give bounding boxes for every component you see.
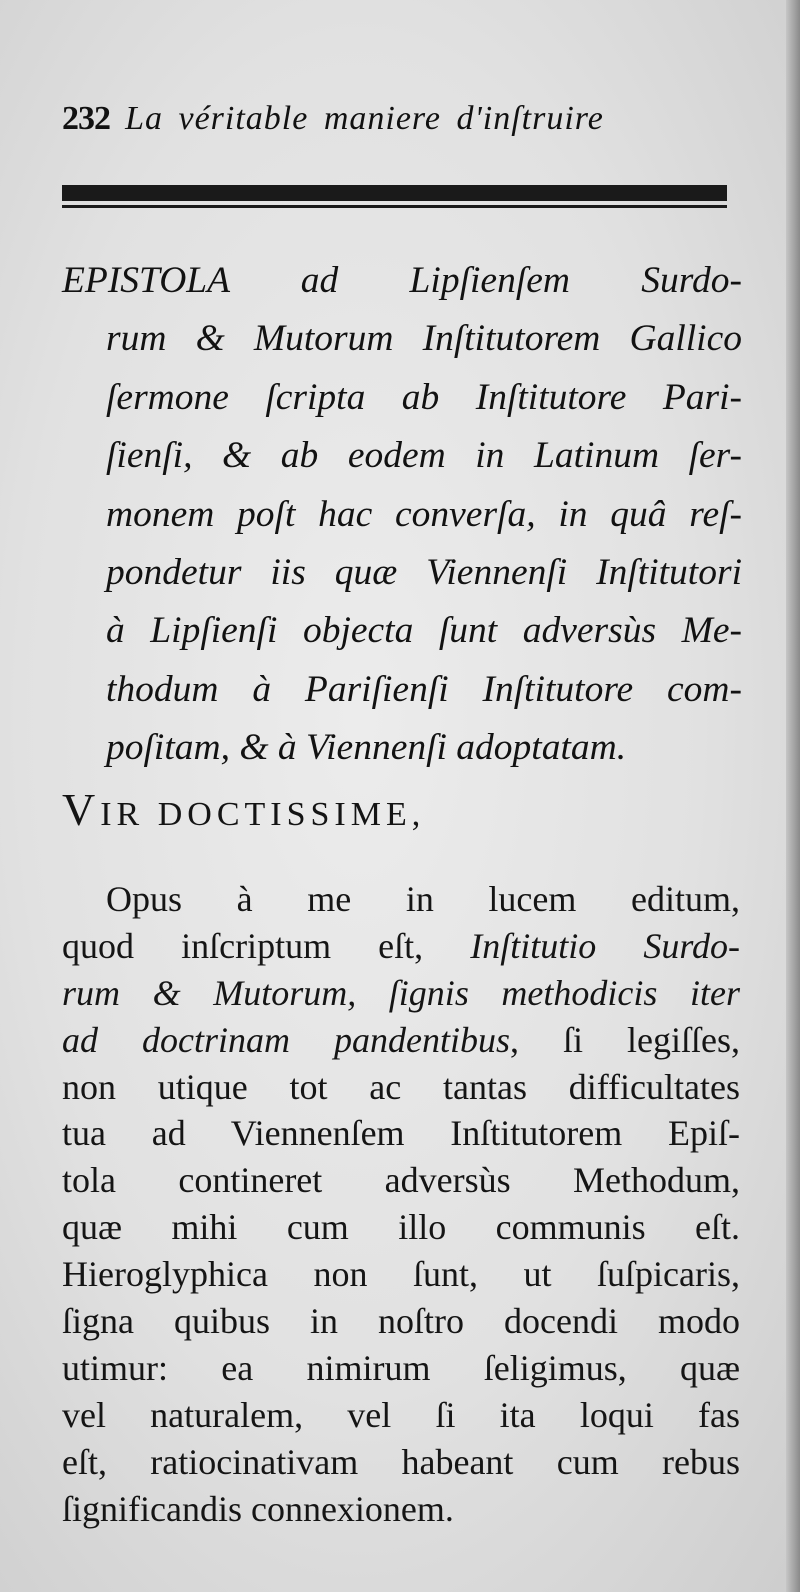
body-line (62, 1439, 740, 1486)
body-text-segment: Hieroglyphica non ſunt, ut ſuſpicaris, (62, 1254, 740, 1295)
body-line (62, 1157, 740, 1204)
epistola-line: thodum à Pariſienſi Inſtitutore com- (106, 668, 742, 710)
body-line (62, 923, 740, 970)
body-line (62, 1064, 740, 1111)
body-text-segment: quod inſcriptum eſt, (62, 925, 471, 966)
body-line (62, 1298, 740, 1345)
body-text-segment: tua ad Viennenſem Inſtitutorem Epiſ- (62, 1113, 740, 1154)
header-rule-thin (62, 205, 727, 208)
body-text-segment: utimur: ea nimirum ſeligimus, quæ (62, 1347, 740, 1388)
body-italic-text: rum & Mutorum, ſignis methodicis iter (62, 972, 740, 1013)
salutation-text: IR DOCTISSIME, (100, 796, 426, 833)
body-line (62, 1017, 740, 1064)
body-line (62, 1345, 740, 1392)
header-rule-thick (62, 185, 727, 201)
body-line (62, 1251, 740, 1298)
epistola-heading (62, 252, 742, 778)
salutation-initial: V (62, 784, 101, 835)
body-text-segment: eſt, ratiocinativam habeant cum rebus (62, 1441, 740, 1482)
body-line (62, 1486, 740, 1533)
page-number: 232 (62, 100, 110, 137)
body-italic-text: Inſtitutio Surdo- (470, 925, 740, 966)
epistola-line: rum & Mutorum Inſtitutorem Gallico (106, 318, 742, 360)
epistola-line: EPISTOLA ad Lipſienſem Surdo- (62, 260, 742, 301)
epistola-line: monem poſt hac converſa, in quâ reſ- (106, 493, 742, 535)
body-italic-text: ad doctrinam pandentibus (62, 1019, 510, 1060)
body-text-segment: quæ mihi cum illo communis eſt. (62, 1207, 740, 1248)
body-text-segment: ſignificandis connexionem. (62, 1488, 454, 1529)
page-gutter-shadow (786, 0, 800, 1592)
header-rule (62, 185, 727, 209)
body-line (62, 970, 740, 1017)
body-text-segment: tola contineret adversùs Methodum, (62, 1160, 740, 1201)
body-text-segment: non utique tot ac tantas difficultates (62, 1066, 740, 1107)
letter-body (62, 876, 740, 1532)
epistola-line: ſermone ſcripta ab Inſtitutore Pari- (106, 376, 742, 418)
epistola-line: poſitam, & à Viennenſi adoptatam. (106, 727, 627, 769)
body-line (62, 1392, 740, 1439)
body-text-segment: ſigna quibus in noſtro docendi modo (62, 1301, 740, 1342)
epistola-line: ſienſi, & ab eodem in Latinum ſer- (106, 435, 742, 477)
body-text-segment: Opus à me in lucem editum, (106, 879, 740, 919)
body-line (62, 1110, 740, 1157)
salutation (62, 783, 742, 836)
body-text-segment: vel naturalem, vel ſi ita loqui fas (62, 1394, 740, 1435)
body-line (62, 1204, 740, 1251)
body-text-segment: , ſi legiſſes, (510, 1019, 740, 1060)
epistola-line: pondetur iis quæ Viennenſi Inſtitutori (106, 551, 742, 593)
epistola-line: à Lipſienſi objecta ſunt adversùs Me- (106, 610, 742, 652)
body-line (62, 876, 740, 923)
running-title: La véritable maniere d'inſtruire (125, 100, 604, 137)
running-head (62, 100, 742, 148)
